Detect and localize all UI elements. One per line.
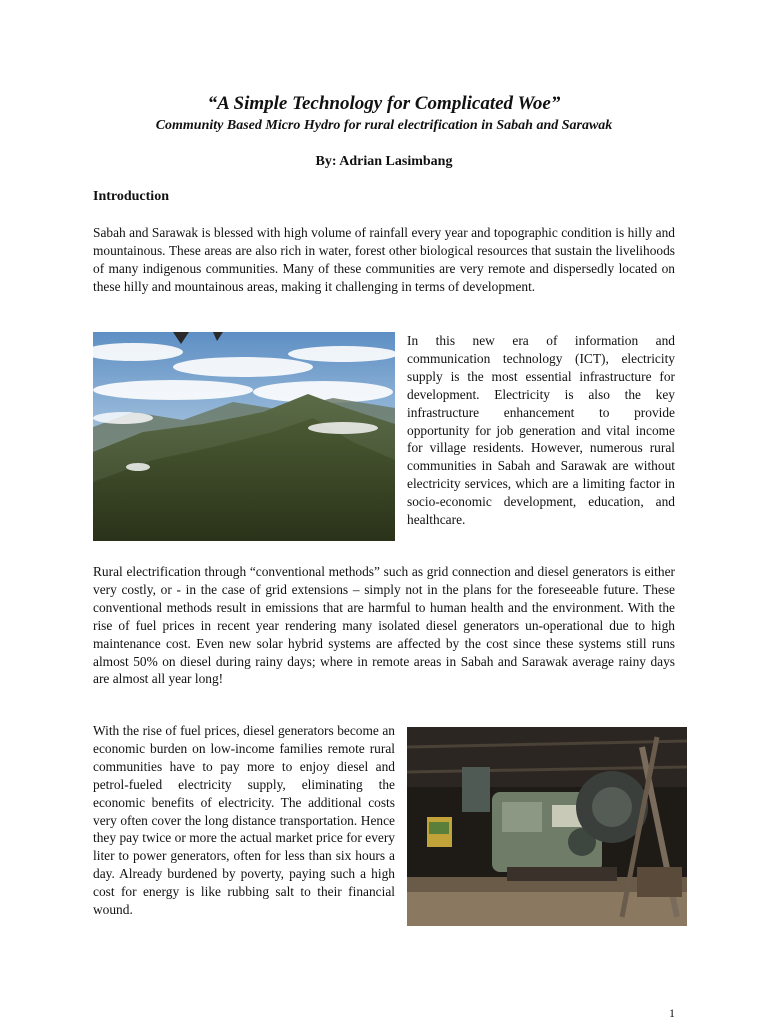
author-byline: By: Adrian Lasimbang xyxy=(315,154,453,169)
page-number: 1 xyxy=(669,1006,675,1020)
section-heading-introduction: Introduction xyxy=(93,189,169,204)
paragraph-conventional-methods: Rural electrification through “conventional methods” such as grid connection and diesel generators is either very costly, or - in the case of grid extensions – simply not in the plans for the foreseeable future. These conventional methods result in emissions that are harmful to human health and the environment. With the rise of fuel prices in recent year rendering many isolated diesel generators un-operational due to high maintenance cost. Even new solar hybrid systems are affected by the cost since these systems still runs almost 50% on diesel during rainy days; where in remote areas in Sabah and Sarawak average rainy days are almost all year long! xyxy=(93,564,675,687)
paragraph-rainfall: Sabah and Sarawak is blessed with high volume of rainfall every year and topographic condition is hilly and mountainous. These areas are also rich in water, forest other biological resources that sustain the livelihoods of many indigenous communities. Many of these communities are very remote and dispersedly located on these hilly and mountainous areas, making it challenging in terms of development. xyxy=(93,225,675,294)
document-title: “A Simple Technology for Complicated Woe” xyxy=(207,93,561,114)
document-subtitle: Community Based Micro Hydro for rural electrification in Sabah and Sarawak xyxy=(155,118,613,133)
paragraph-ict-electricity: In this new era of information and communication technology (ICT), electricity supply is the most essential infrastructure for development. Electricity is also the key infrastructure enhancement to provide opportunity for job generation and vital income for village residents. However, numerous rural communities in Sabah and Sarawak are without electricity services, which are a limiting factor in socio-economic development, education, and healthcare. xyxy=(407,333,675,528)
paragraph-fuel-prices: With the rise of fuel prices, diesel generators become an economic burden on low-income families remote rural communities have to pay more to enjoy diesel and petrol-fueled electricity supply, eliminating the economic benefits of electricity. The additional costs very often cover the long distance transportation. Hence they pay twice or more the actual market price for every liter to power generators, often for less than six hours a day. Already burdened by poverty, paying such a high cost for energy is like rubbing salt to their financial wound. xyxy=(93,723,395,918)
mountain-landscape-photo xyxy=(93,332,395,541)
diesel-generator-photo xyxy=(407,727,687,926)
